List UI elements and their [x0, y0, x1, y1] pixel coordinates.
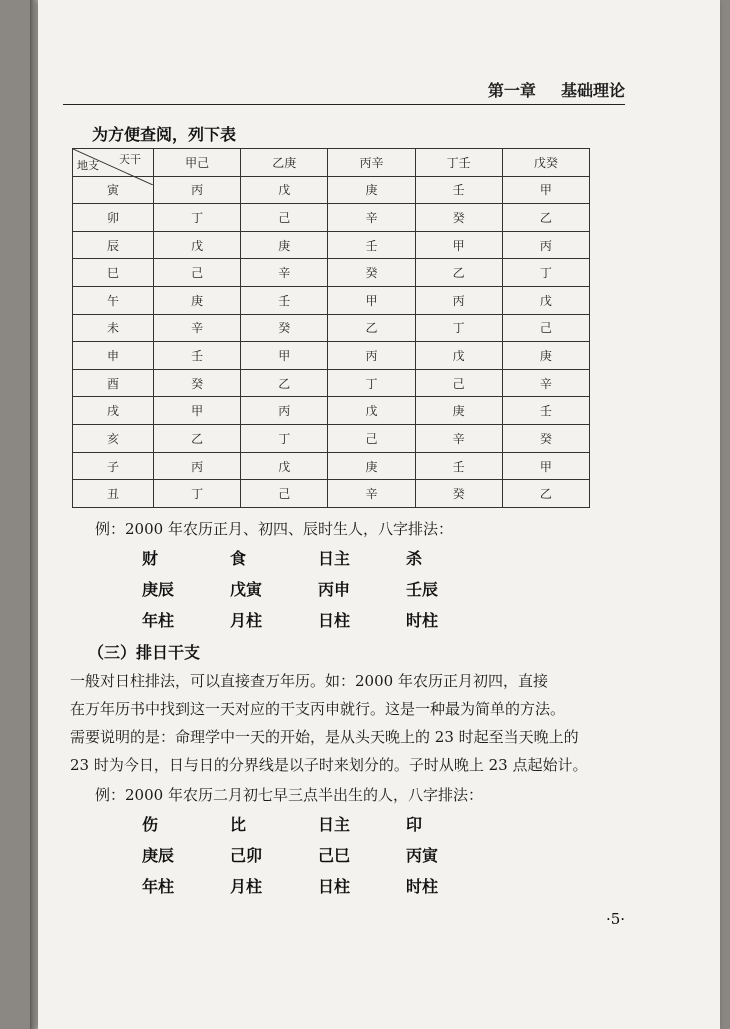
branch-cell: 未 [73, 314, 154, 342]
stem-cell: 己 [328, 425, 415, 453]
bazi-cell: 壬辰 [406, 580, 439, 599]
branch-cell: 戌 [73, 397, 154, 425]
corner-label-stems: 天干 [119, 153, 141, 166]
stem-cell: 壬 [415, 452, 502, 480]
bazi-cell: 月柱 [230, 611, 263, 630]
stem-cell: 庚 [154, 287, 241, 315]
paragraph-line: 在万年历书中找到这一天对应的干支丙申就行。这是一种最为简单的方法。 [70, 700, 566, 718]
stem-cell: 癸 [415, 204, 502, 232]
bazi-cell: 食 [230, 549, 247, 568]
paragraph-line: 需要说明的是：命理学中一天的开始，是从头天晚上的 23 时起至当天晚上的 [70, 728, 579, 746]
running-header [68, 78, 625, 101]
bazi-cell: 日柱 [318, 611, 351, 630]
bazi-cell: 伤 [142, 815, 159, 834]
stem-cell: 己 [241, 480, 328, 508]
stem-cell: 己 [415, 369, 502, 397]
table-row [73, 397, 590, 425]
stem-cell: 癸 [415, 480, 502, 508]
stem-cell: 丁 [415, 314, 502, 342]
branch-cell: 申 [73, 342, 154, 370]
table-row [73, 287, 590, 315]
column-header: 乙庚 [241, 149, 328, 177]
stem-cell: 乙 [241, 369, 328, 397]
table-row [73, 259, 590, 287]
stem-cell: 己 [502, 314, 589, 342]
table-row [73, 204, 590, 232]
example-2-text: 例：2000 年农历二月初七早三点半出生的人，八字排法： [95, 786, 483, 804]
stem-cell: 丁 [502, 259, 589, 287]
table-row [73, 480, 590, 508]
stem-cell: 癸 [328, 259, 415, 287]
corner-label-branches: 地支 [77, 158, 99, 172]
stem-cell: 丙 [415, 287, 502, 315]
stem-cell: 甲 [502, 452, 589, 480]
bazi-cell: 比 [230, 815, 247, 834]
bazi-cell: 庚辰 [142, 846, 175, 865]
stem-cell: 辛 [328, 480, 415, 508]
stem-cell: 丁 [328, 369, 415, 397]
branch-cell: 亥 [73, 425, 154, 453]
stem-cell: 戊 [502, 287, 589, 315]
bazi-cell: 日主 [318, 815, 351, 834]
stem-cell: 庚 [328, 452, 415, 480]
stem-cell: 戊 [154, 231, 241, 259]
column-header: 丁壬 [415, 149, 502, 177]
stem-cell: 戊 [415, 342, 502, 370]
bazi-cell: 丙申 [318, 580, 351, 599]
section-heading: （三）排日干支 [88, 643, 201, 662]
stem-cell: 癸 [502, 425, 589, 453]
branch-cell: 辰 [73, 231, 154, 259]
stem-cell: 丁 [241, 425, 328, 453]
branch-cell: 子 [73, 452, 154, 480]
stem-cell: 甲 [328, 287, 415, 315]
bazi-cell: 时柱 [406, 877, 439, 896]
bazi-cell: 己巳 [318, 846, 351, 865]
stem-cell: 壬 [328, 231, 415, 259]
stem-cell: 辛 [241, 259, 328, 287]
bazi-cell: 庚辰 [142, 580, 175, 599]
table-corner [73, 149, 154, 177]
table-row [73, 369, 590, 397]
stem-cell: 乙 [328, 314, 415, 342]
bazi-cell: 年柱 [142, 611, 175, 630]
stem-cell: 己 [154, 259, 241, 287]
bazi-cell: 己卯 [230, 846, 263, 865]
stem-branch-table [72, 148, 590, 508]
stem-cell: 己 [241, 204, 328, 232]
stem-cell: 丙 [328, 342, 415, 370]
stem-cell: 丁 [154, 480, 241, 508]
stem-cell: 癸 [154, 369, 241, 397]
branch-cell: 巳 [73, 259, 154, 287]
stem-cell: 乙 [415, 259, 502, 287]
intro-text: 为方便查阅，列下表 [92, 125, 237, 144]
stem-cell: 辛 [328, 204, 415, 232]
page-number: ·5· [606, 910, 626, 928]
bazi-cell: 时柱 [406, 611, 439, 630]
bazi-cell: 丙寅 [406, 846, 439, 865]
stem-cell: 丙 [241, 397, 328, 425]
bazi-cell: 日柱 [318, 877, 351, 896]
page-spine-shadow [30, 0, 38, 1029]
branch-cell: 寅 [73, 176, 154, 204]
stem-cell: 甲 [415, 231, 502, 259]
bazi-cell: 财 [142, 549, 159, 568]
table-row [73, 314, 590, 342]
bazi-cell: 日主 [318, 549, 351, 568]
branch-cell: 卯 [73, 204, 154, 232]
column-header: 丙辛 [328, 149, 415, 177]
stem-cell: 庚 [328, 176, 415, 204]
stem-cell: 癸 [241, 314, 328, 342]
stem-cell: 辛 [154, 314, 241, 342]
table-row [73, 342, 590, 370]
stem-cell: 辛 [415, 425, 502, 453]
stem-cell: 庚 [415, 397, 502, 425]
stem-cell: 乙 [502, 480, 589, 508]
table-header-row [73, 149, 590, 177]
table-row [73, 452, 590, 480]
bazi-cell: 月柱 [230, 877, 263, 896]
stem-cell: 丙 [154, 176, 241, 204]
bazi-cell: 年柱 [142, 877, 175, 896]
stem-cell: 庚 [241, 231, 328, 259]
stem-cell: 戊 [328, 397, 415, 425]
table-row [73, 425, 590, 453]
stem-cell: 壬 [154, 342, 241, 370]
chapter-title: 基础理论 [560, 81, 625, 100]
stem-cell: 丁 [154, 204, 241, 232]
stem-cell: 庚 [502, 342, 589, 370]
paragraph-line: 一般对日柱排法，可以直接查万年历。如：2000 年农历正月初四，直接 [70, 672, 548, 690]
stem-cell: 壬 [502, 397, 589, 425]
stem-cell: 丙 [502, 231, 589, 259]
paragraph-line: 23 时为今日，日与日的分界线是以子时来划分的。子时从晚上 23 点起始计。 [70, 756, 588, 774]
stem-cell: 丙 [154, 452, 241, 480]
branch-cell: 丑 [73, 480, 154, 508]
chapter-label: 第一章 [487, 81, 536, 100]
stem-cell: 甲 [154, 397, 241, 425]
bazi-cell: 杀 [406, 549, 423, 568]
stem-cell: 戊 [241, 452, 328, 480]
stem-cell: 壬 [241, 287, 328, 315]
bazi-cell: 印 [406, 815, 423, 834]
stem-cell: 辛 [502, 369, 589, 397]
stem-cell: 甲 [241, 342, 328, 370]
branch-cell: 酉 [73, 369, 154, 397]
column-header: 戊癸 [502, 149, 589, 177]
table-row [73, 231, 590, 259]
column-header: 甲己 [154, 149, 241, 177]
stem-cell: 壬 [415, 176, 502, 204]
stem-cell: 乙 [502, 204, 589, 232]
example-1-text: 例：2000 年农历正月、初四、辰时生人，八字排法： [95, 520, 453, 538]
stem-cell: 戊 [241, 176, 328, 204]
stem-cell: 甲 [502, 176, 589, 204]
header-rule [63, 104, 625, 105]
branch-cell: 午 [73, 287, 154, 315]
stem-cell: 乙 [154, 425, 241, 453]
bazi-cell: 戊寅 [230, 580, 263, 599]
